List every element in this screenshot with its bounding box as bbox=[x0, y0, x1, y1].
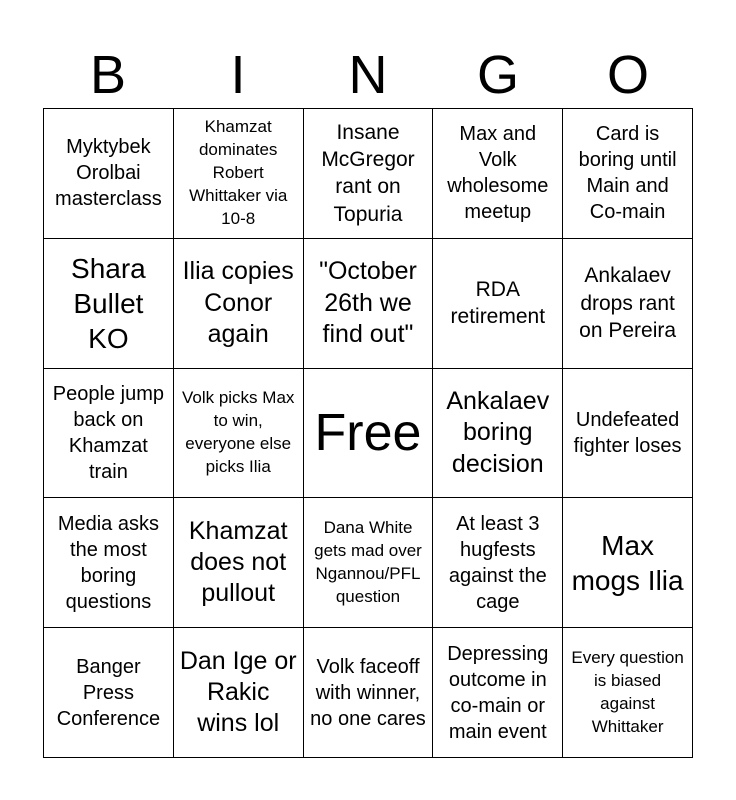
bingo-cell[interactable]: Ankalaev drops rant on Pereira bbox=[563, 239, 693, 369]
bingo-cell[interactable]: Myktybek Orolbai masterclass bbox=[44, 109, 174, 239]
bingo-cell[interactable]: At least 3 hugfests against the cage bbox=[433, 498, 563, 628]
bingo-cell[interactable]: Khamzat dominates Robert Whittaker via 10-8 bbox=[174, 109, 304, 239]
bingo-cell[interactable]: "October 26th we find out" bbox=[304, 239, 434, 369]
bingo-cell[interactable]: Banger Press Conference bbox=[44, 628, 174, 758]
bingo-cell[interactable]: Undefeated fighter loses bbox=[563, 369, 693, 499]
bingo-board bbox=[43, 108, 693, 758]
header-letter-g: G bbox=[476, 45, 519, 105]
bingo-cell[interactable]: RDA retirement bbox=[433, 239, 563, 369]
header-letter-b: B bbox=[89, 45, 127, 105]
bingo-header bbox=[43, 42, 693, 108]
header-letter-o: O bbox=[606, 45, 649, 105]
bingo-cell[interactable]: Dan Ige or Rakic wins lol bbox=[174, 628, 304, 758]
bingo-cell[interactable]: Volk faceoff with winner, no one cares bbox=[304, 628, 434, 758]
bingo-cell[interactable]: Card is boring until Main and Co-main bbox=[563, 109, 693, 239]
bingo-cell[interactable]: Khamzat does not pullout bbox=[174, 498, 304, 628]
bingo-cell[interactable]: Shara Bullet KO bbox=[44, 239, 174, 369]
header-letter-n: N bbox=[348, 45, 388, 105]
bingo-cell[interactable]: Volk picks Max to win, everyone else picks Ilia bbox=[174, 369, 304, 499]
bingo-cell[interactable]: Ankalaev boring decision bbox=[433, 369, 563, 499]
bingo-cell[interactable]: Every question is biased against Whittaker bbox=[563, 628, 693, 758]
bingo-cell[interactable]: Insane McGregor rant on Topuria bbox=[304, 109, 434, 239]
bingo-cell[interactable]: Max mogs Ilia bbox=[563, 498, 693, 628]
bingo-cell[interactable]: People jump back on Khamzat train bbox=[44, 369, 174, 499]
bingo-cell[interactable]: Dana White gets mad over Ngannou/PFL question bbox=[304, 498, 434, 628]
bingo-cell[interactable]: Media asks the most boring questions bbox=[44, 498, 174, 628]
header-letter-i: I bbox=[230, 45, 246, 105]
bingo-cell[interactable]: Max and Volk wholesome meetup bbox=[433, 109, 563, 239]
bingo-cell[interactable]: Depressing outcome in co-main or main event bbox=[433, 628, 563, 758]
bingo-cell[interactable]: Ilia copies Conor again bbox=[174, 239, 304, 369]
free-space[interactable]: Free bbox=[304, 369, 434, 499]
